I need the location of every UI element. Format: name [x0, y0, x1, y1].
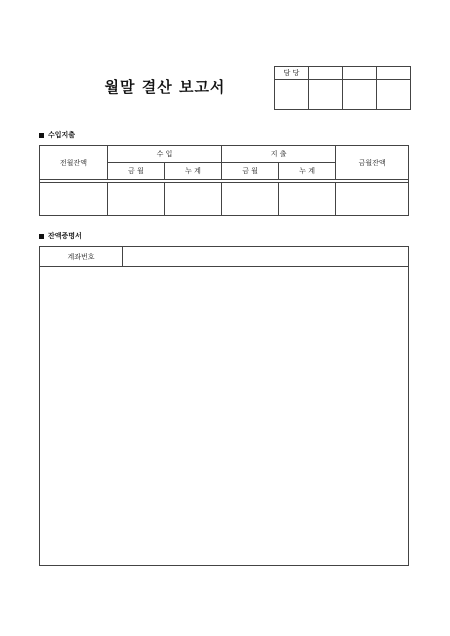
square-bullet-icon: [39, 234, 44, 239]
signature-cell[interactable]: [377, 80, 411, 110]
header-income-cumulative: 누 계: [164, 163, 221, 180]
income-cumulative-cell[interactable]: [164, 183, 221, 216]
header-expense-cumulative: 누 계: [279, 163, 336, 180]
income-expense-table: [39, 145, 409, 216]
page-title: 월말 결산 보고서: [104, 78, 226, 96]
signature-cell[interactable]: [343, 80, 377, 110]
header-prev-balance: 전월잔액: [40, 146, 108, 180]
prev-balance-cell[interactable]: [40, 183, 108, 216]
approval-box: [274, 66, 411, 110]
expense-cumulative-cell[interactable]: [279, 183, 336, 216]
certificate-attachment-area[interactable]: [40, 267, 409, 566]
approval-cell[interactable]: [309, 67, 343, 80]
header-income-amount: 금 월: [107, 163, 164, 180]
header-expense: 지 출: [222, 146, 336, 163]
expense-amount-cell[interactable]: [222, 183, 279, 216]
square-bullet-icon: [39, 133, 44, 138]
section-heading-certificate: 잔액증명서: [39, 231, 82, 241]
approval-cell[interactable]: [343, 67, 377, 80]
signature-cell[interactable]: [309, 80, 343, 110]
signature-cell[interactable]: [275, 80, 309, 110]
header-curr-balance: 금월잔액: [336, 146, 409, 180]
header-expense-amount: 금 월: [222, 163, 279, 180]
approval-header: 담 당: [275, 67, 309, 80]
income-amount-cell[interactable]: [107, 183, 164, 216]
account-number-label: 계좌번호: [40, 247, 123, 267]
balance-certificate-table: [39, 246, 409, 566]
curr-balance-cell[interactable]: [336, 183, 409, 216]
approval-cell[interactable]: [377, 67, 411, 80]
section-heading-income: 수입지출: [39, 130, 75, 140]
account-number-field[interactable]: [123, 247, 409, 267]
header-income: 수 입: [107, 146, 221, 163]
